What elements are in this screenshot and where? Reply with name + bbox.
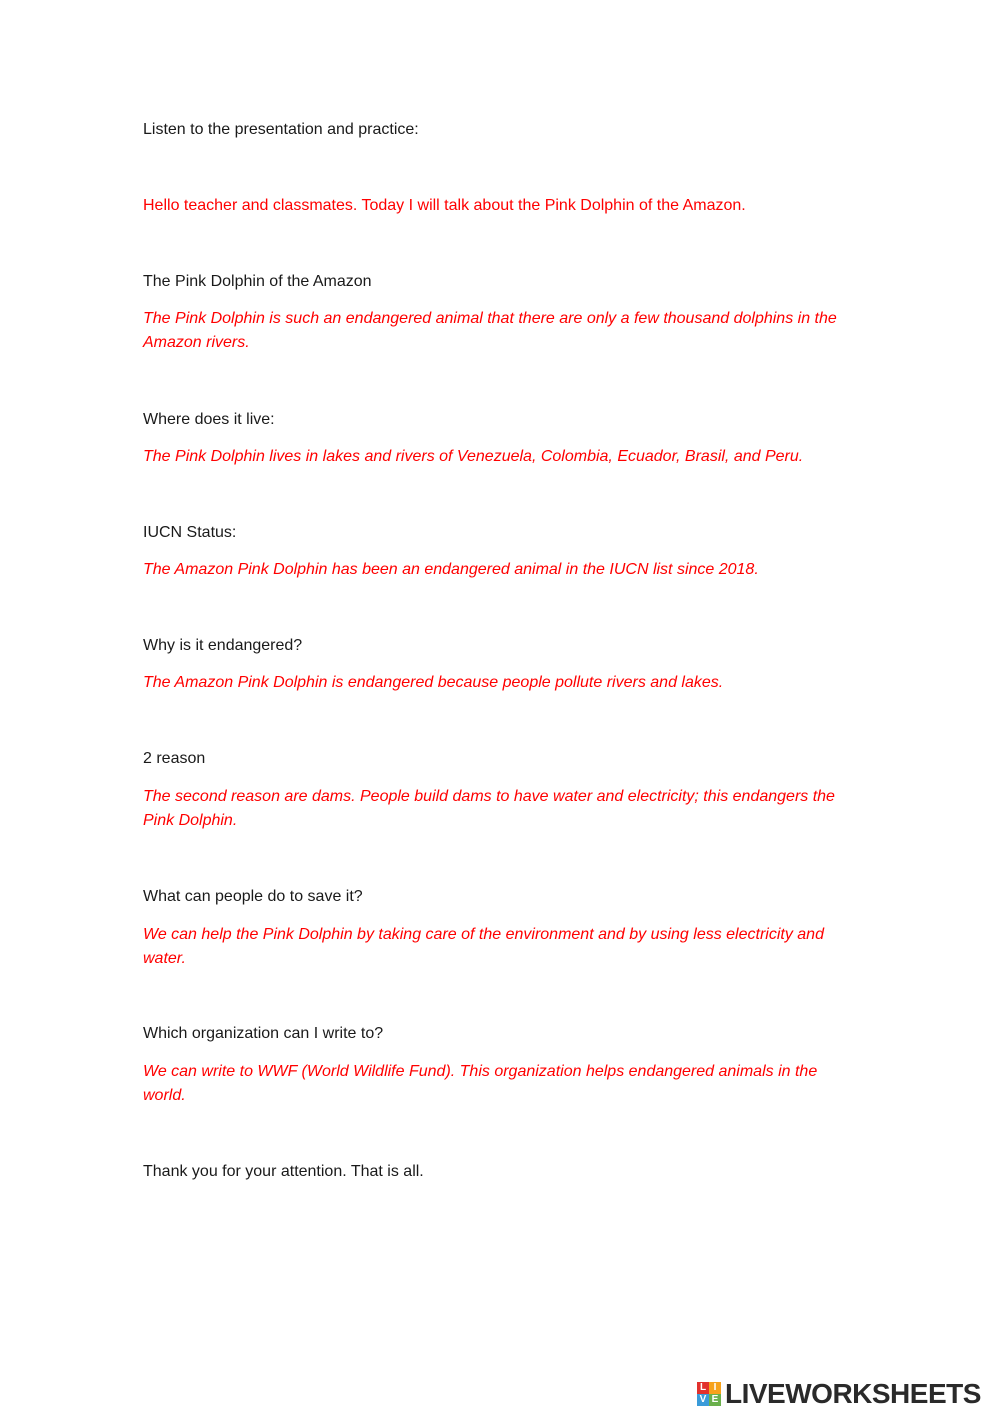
logo-badge-letter-e: E — [709, 1394, 721, 1406]
section-answer-4: The Amazon Pink Dolphin is endangered because people pollute rivers and lakes. — [143, 674, 724, 691]
section-heading-1: The Pink Dolphin of the Amazon — [143, 273, 372, 290]
section-heading-5: 2 reason — [143, 750, 206, 767]
logo-badge-letter-i: I — [709, 1382, 721, 1394]
logo-badge-icon — [697, 1382, 721, 1406]
section-heading-2: Where does it live: — [143, 411, 275, 428]
logo-badge-letter-v: V — [697, 1394, 709, 1406]
section-answer-2: The Pink Dolphin lives in lakes and rivers of Venezuela, Colombia, Ecuador, Brasil, and Peru. — [143, 448, 804, 465]
section-answer-6: We can help the Pink Dolphin by taking care of the environment and by using less electricity and water. — [143, 926, 824, 967]
greeting-text: Hello teacher and classmates. Today I will talk about the Pink Dolphin of the Amazon. — [143, 197, 746, 214]
logo-wordmark: LIVEWORKSHEETS — [725, 1378, 981, 1409]
instruction-text: Listen to the presentation and practice: — [143, 121, 419, 138]
section-heading-4: Why is it endangered? — [143, 637, 303, 654]
section-heading-3: IUCN Status: — [143, 524, 237, 541]
section-answer-3: The Amazon Pink Dolphin has been an endangered animal in the IUCN list since 2018. — [143, 561, 759, 578]
section-heading-7: Which organization can I write to? — [143, 1025, 384, 1042]
closing-text: Thank you for your attention. That is all. — [143, 1163, 424, 1180]
section-heading-6: What can people do to save it? — [143, 888, 363, 905]
section-answer-5: The second reason are dams. People build dams to have water and electricity; this endangers the Pink Dolphin. — [143, 788, 835, 829]
liveworksheets-logo — [697, 1378, 981, 1410]
section-answer-1: The Pink Dolphin is such an endangered animal that there are only a few thousand dolphins in the Amazon rivers. — [143, 310, 837, 351]
section-answer-7: We can write to WWF (World Wildlife Fund). This organization helps endangered animals in the world. — [143, 1063, 818, 1104]
logo-badge-letter-l: L — [697, 1382, 709, 1394]
